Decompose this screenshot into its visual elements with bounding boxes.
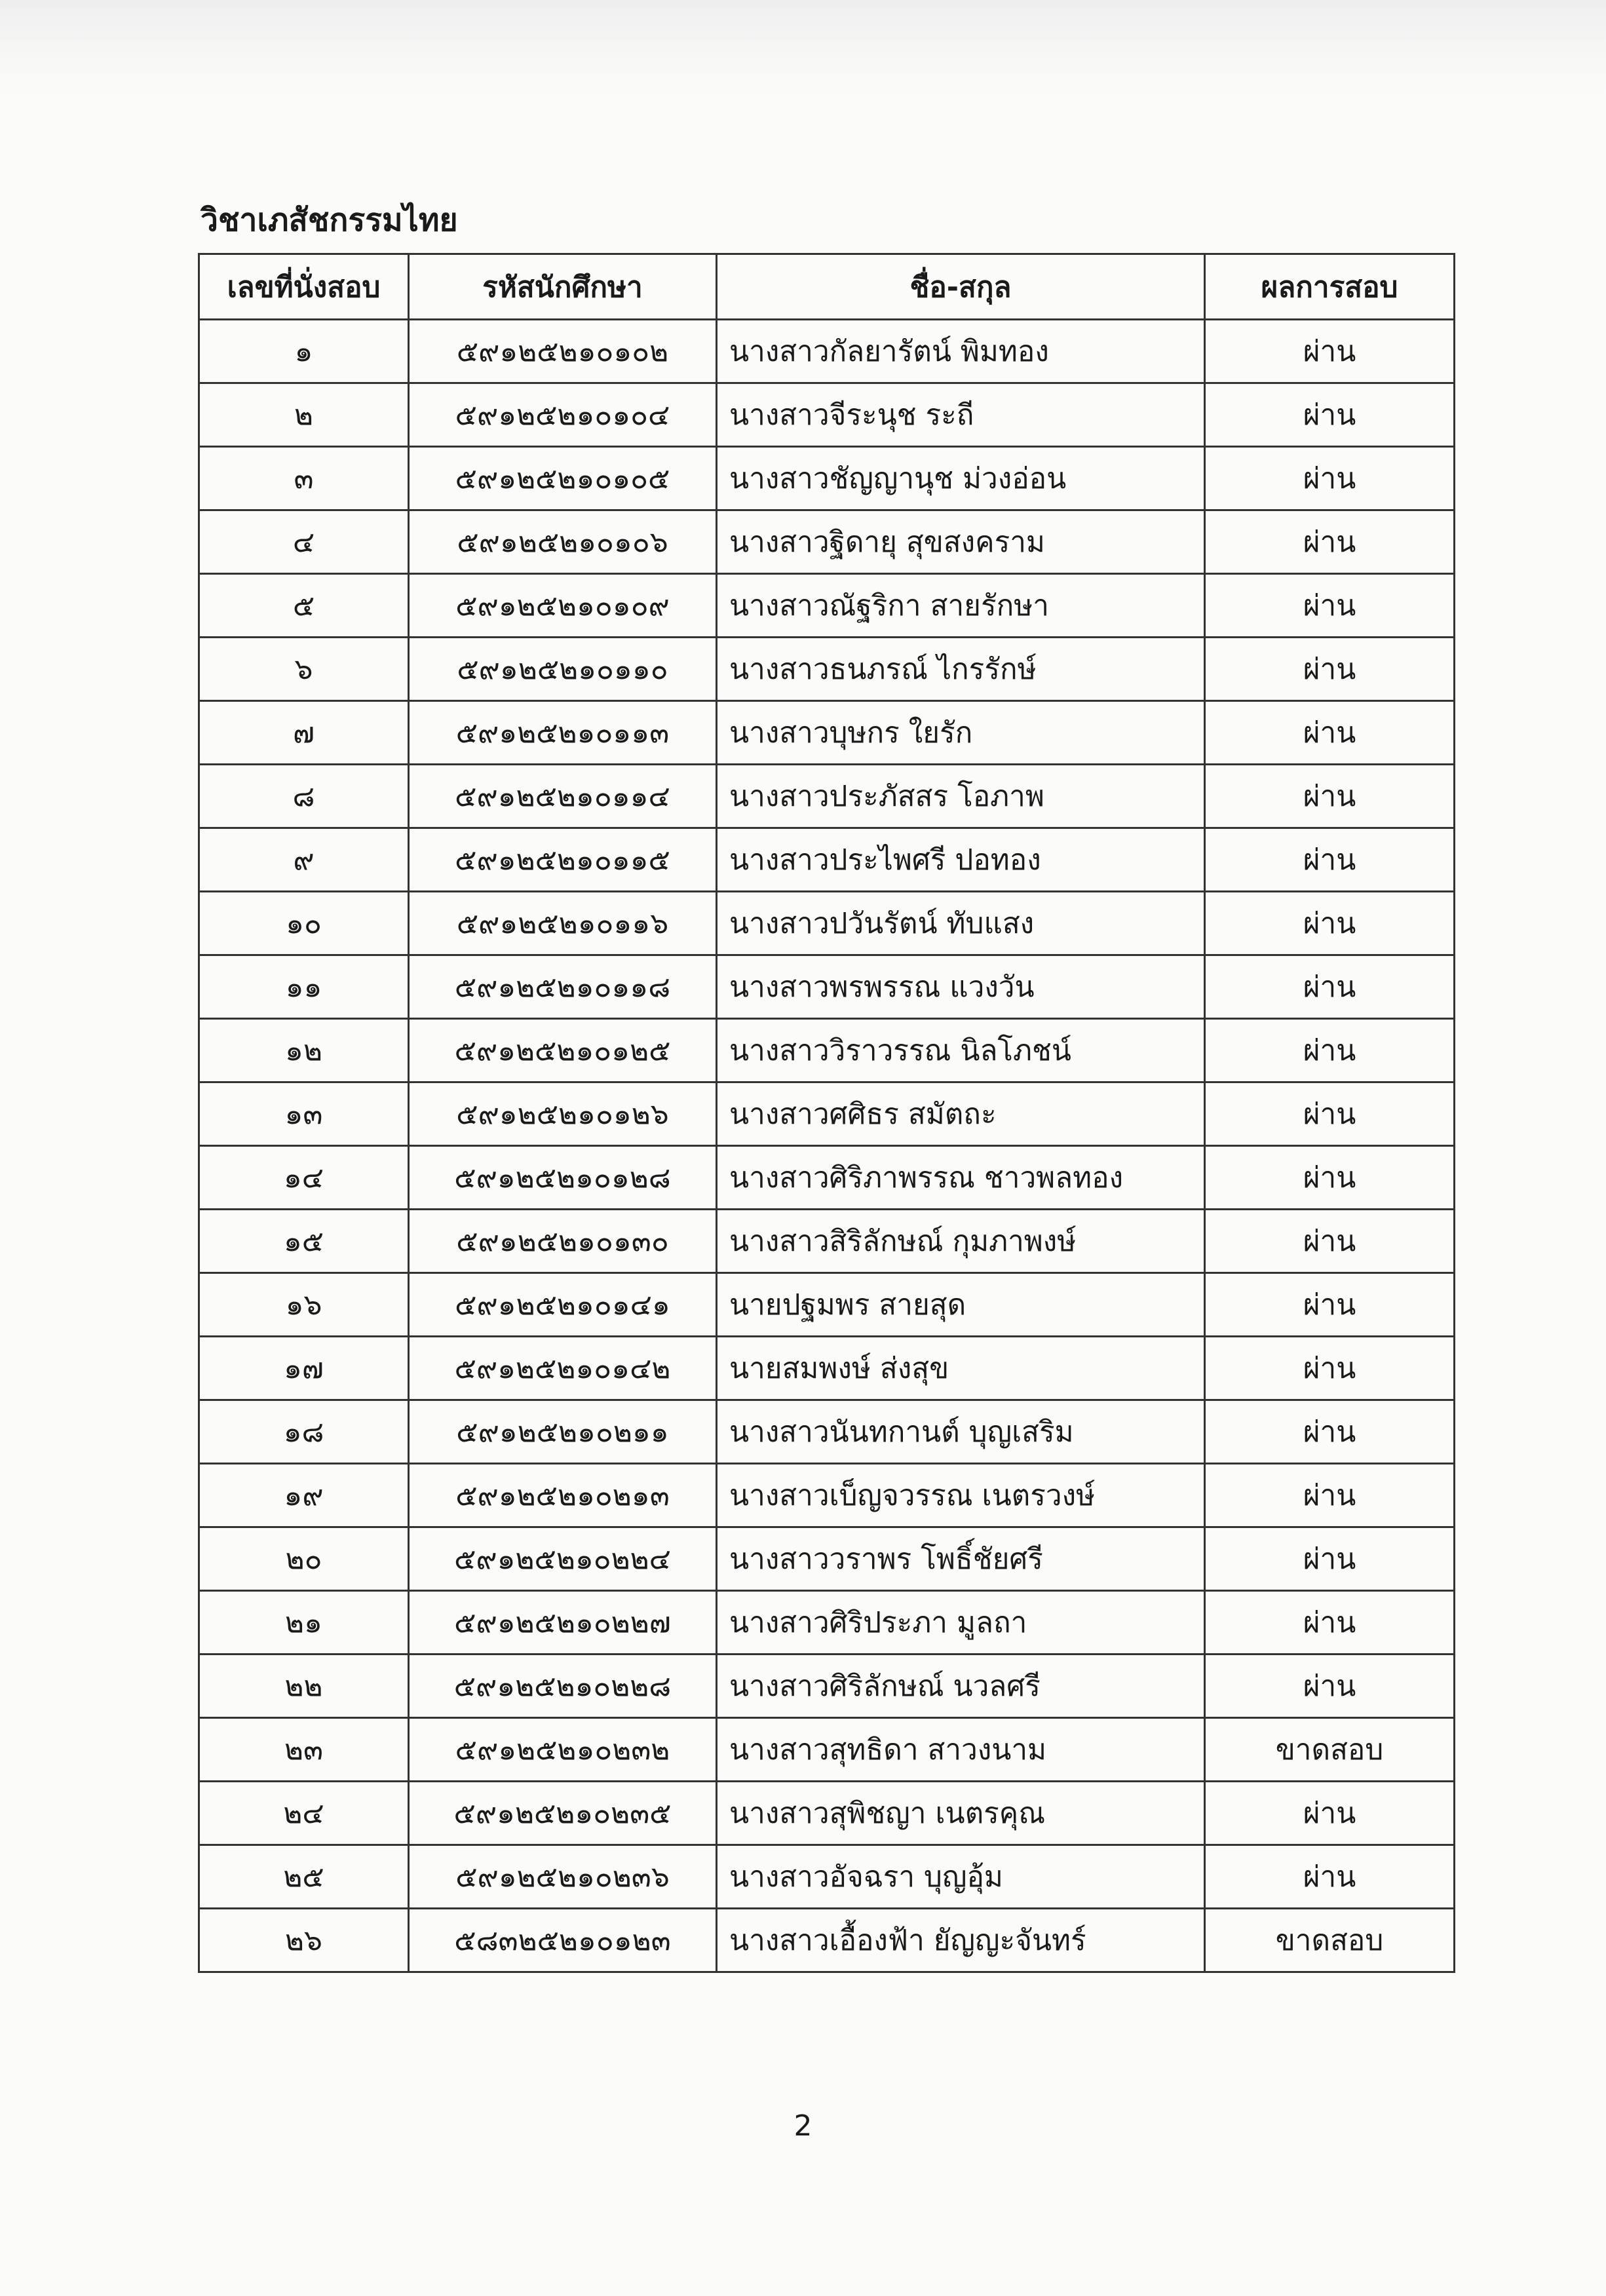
seat-number-cell: ๗ [199,701,409,765]
student-id-cell: ๕๙๑๒๕๒๑๐๑๑๖ [409,892,717,955]
student-id-cell: ๕๙๑๒๕๒๑๐๑๑๔ [409,765,717,828]
student-id-cell: ๕๙๑๒๕๒๑๐๑๑๐ [409,638,717,701]
exam-result-cell: ผ่าน [1205,1655,1455,1718]
table-row [199,510,1455,574]
seat-number-cell: ๒๓ [199,1718,409,1782]
table-row [199,1845,1455,1909]
seat-number-cell: ๓ [199,447,409,510]
table-row [199,1210,1455,1273]
student-name-cell: นางสาววิราวรรณ นิลโภชน์ [717,1019,1205,1082]
exam-result-cell: ผ่าน [1205,1210,1455,1273]
table-body [199,320,1455,1972]
exam-result-cell: ผ่าน [1205,383,1455,447]
table-row [199,892,1455,955]
table-row [199,1909,1455,1972]
seat-number-cell: ๑๐ [199,892,409,955]
table-row [199,638,1455,701]
header-full-name: ชื่อ-สกุล [717,254,1205,320]
student-id-cell: ๕๙๑๒๕๒๑๐๒๒๗ [409,1591,717,1655]
student-id-cell: ๕๙๑๒๕๒๑๐๑๔๒ [409,1337,717,1400]
seat-number-cell: ๑๔ [199,1146,409,1210]
student-id-cell: ๕๙๑๒๕๒๑๐๒๓๖ [409,1845,717,1909]
exam-result-cell: ผ่าน [1205,828,1455,892]
exam-result-cell: ผ่าน [1205,320,1455,383]
exam-result-cell: ขาดสอบ [1205,1909,1455,1972]
table-row [199,1082,1455,1146]
student-name-cell: นางสาวศิริลักษณ์ นวลศรี [717,1655,1205,1718]
table-row [199,1782,1455,1845]
table-row [199,1337,1455,1400]
exam-result-cell: ผ่าน [1205,447,1455,510]
exam-result-cell: ผ่าน [1205,1337,1455,1400]
seat-number-cell: ๘ [199,765,409,828]
table-row [199,320,1455,383]
table-row [199,1591,1455,1655]
header-exam-result: ผลการสอบ [1205,254,1455,320]
student-id-cell: ๕๙๑๒๕๒๑๐๑๐๖ [409,510,717,574]
table-row [199,828,1455,892]
table-row [199,1718,1455,1782]
seat-number-cell: ๒๖ [199,1909,409,1972]
header-student-id: รหัสนักศึกษา [409,254,717,320]
seat-number-cell: ๔ [199,510,409,574]
seat-number-cell: ๖ [199,638,409,701]
student-id-cell: ๕๙๑๒๕๒๑๐๒๓๕ [409,1782,717,1845]
student-id-cell: ๕๙๑๒๕๒๑๐๑๐๔ [409,383,717,447]
exam-result-cell: ผ่าน [1205,1845,1455,1909]
student-name-cell: นางสาวศิริประภา มูลถา [717,1591,1205,1655]
seat-number-cell: ๕ [199,574,409,638]
student-id-cell: ๕๙๑๒๕๒๑๐๒๒๘ [409,1655,717,1718]
student-id-cell: ๕๙๑๒๕๒๑๐๑๓๐ [409,1210,717,1273]
exam-result-cell: ผ่าน [1205,1082,1455,1146]
student-id-cell: ๕๘๓๒๕๒๑๐๑๒๓ [409,1909,717,1972]
student-id-cell: ๕๙๑๒๕๒๑๐๑๒๖ [409,1082,717,1146]
student-name-cell: นางสาวพรพรรณ แวงวัน [717,955,1205,1019]
table-row [199,765,1455,828]
seat-number-cell: ๙ [199,828,409,892]
seat-number-cell: ๑๘ [199,1400,409,1464]
table-row [199,383,1455,447]
student-id-cell: ๕๙๑๒๕๒๑๐๑๒๕ [409,1019,717,1082]
student-name-cell: นางสาวสุทธิดา สาวงนาม [717,1718,1205,1782]
header-seat-number: เลขที่นั่งสอบ [199,254,409,320]
table-row [199,1400,1455,1464]
student-name-cell: นางสาวกัลยารัตน์ พิมทอง [717,320,1205,383]
exam-result-cell: ผ่าน [1205,1146,1455,1210]
student-name-cell: นางสาวธนภรณ์ ไกรรักษ์ [717,638,1205,701]
student-name-cell: นางสาวประไพศรี ปอทอง [717,828,1205,892]
student-name-cell: นางสาววราพร โพธิ์ชัยศรี [717,1527,1205,1591]
scan-edge-shadow [0,0,1606,98]
student-id-cell: ๕๙๑๒๕๒๑๐๒๒๔ [409,1527,717,1591]
student-name-cell: นางสาวอัจฉรา บุญอุ้ม [717,1845,1205,1909]
exam-result-cell: ผ่าน [1205,1782,1455,1845]
student-name-cell: นางสาวฐิดายุ สุขสงคราม [717,510,1205,574]
exam-result-cell: ผ่าน [1205,955,1455,1019]
table-row [199,1273,1455,1337]
seat-number-cell: ๑๙ [199,1464,409,1527]
seat-number-cell: ๑ [199,320,409,383]
exam-result-cell: ผ่าน [1205,1273,1455,1337]
exam-result-cell: ผ่าน [1205,765,1455,828]
student-id-cell: ๕๙๑๒๕๒๑๐๑๑๓ [409,701,717,765]
student-name-cell: นางสาวเอื้องฟ้า ยัญญะจันทร์ [717,1909,1205,1972]
student-id-cell: ๕๙๑๒๕๒๑๐๒๑๓ [409,1464,717,1527]
exam-result-cell: ผ่าน [1205,1019,1455,1082]
student-name-cell: นางสาวบุษกร ใยรัก [717,701,1205,765]
student-name-cell: นางสาวประภัสสร โอภาพ [717,765,1205,828]
page-title: วิชาเภสัชกรรมไทย [201,202,458,239]
table-header [199,254,1455,320]
student-name-cell: นางสาวนันทกานต์ บุญเสริม [717,1400,1205,1464]
student-name-cell: นางสาวณัฐริกา สายรักษา [717,574,1205,638]
seat-number-cell: ๒๒ [199,1655,409,1718]
student-name-cell: นางสาวศิริภาพรรณ ชาวพลทอง [717,1146,1205,1210]
table-row [199,1019,1455,1082]
table-row [199,1464,1455,1527]
seat-number-cell: ๑๒ [199,1019,409,1082]
seat-number-cell: ๒๔ [199,1782,409,1845]
student-name-cell: นางสาวชัญญานุช ม่วงอ่อน [717,447,1205,510]
student-id-cell: ๕๙๑๒๕๒๑๐๑๔๑ [409,1273,717,1337]
seat-number-cell: ๑๓ [199,1082,409,1146]
exam-result-cell: ผ่าน [1205,1591,1455,1655]
seat-number-cell: ๑๑ [199,955,409,1019]
exam-result-cell: ผ่าน [1205,892,1455,955]
seat-number-cell: ๑๗ [199,1337,409,1400]
student-name-cell: นางสาวสุพิชญา เนตรคุณ [717,1782,1205,1845]
table-row [199,447,1455,510]
exam-result-cell: ผ่าน [1205,1527,1455,1591]
student-id-cell: ๕๙๑๒๕๒๑๐๑๐๙ [409,574,717,638]
seat-number-cell: ๑๖ [199,1273,409,1337]
table-row [199,701,1455,765]
student-name-cell: นางสาวศศิธร สมัตถะ [717,1082,1205,1146]
table-row [199,1527,1455,1591]
student-name-cell: นายปฐมพร สายสุด [717,1273,1205,1337]
seat-number-cell: ๑๕ [199,1210,409,1273]
table-row [199,574,1455,638]
seat-number-cell: ๒๕ [199,1845,409,1909]
student-id-cell: ๕๙๑๒๕๒๑๐๑๑๕ [409,828,717,892]
student-id-cell: ๕๙๑๒๕๒๑๐๒๓๒ [409,1718,717,1782]
student-id-cell: ๕๙๑๒๕๒๑๐๑๒๘ [409,1146,717,1210]
student-id-cell: ๕๙๑๒๕๒๑๐๑๐๒ [409,320,717,383]
page-number: 2 [793,2109,813,2143]
exam-result-cell: ผ่าน [1205,1400,1455,1464]
student-name-cell: นางสาวสิริลักษณ์ กุมภาพงษ์ [717,1210,1205,1273]
seat-number-cell: ๒๐ [199,1527,409,1591]
student-name-cell: นางสาวเบ็ญจวรรณ เนตรวงษ์ [717,1464,1205,1527]
exam-result-cell: ผ่าน [1205,510,1455,574]
student-id-cell: ๕๙๑๒๕๒๑๐๒๑๑ [409,1400,717,1464]
student-name-cell: นางสาวปวันรัตน์ ทับแสง [717,892,1205,955]
exam-result-cell: ผ่าน [1205,1464,1455,1527]
student-name-cell: นางสาวจีระนุช ระถี [717,383,1205,447]
seat-number-cell: ๒ [199,383,409,447]
student-name-cell: นายสมพงษ์ ส่งสุข [717,1337,1205,1400]
exam-result-cell: ขาดสอบ [1205,1718,1455,1782]
student-id-cell: ๕๙๑๒๕๒๑๐๑๐๕ [409,447,717,510]
table-header-row [199,254,1455,320]
exam-result-cell: ผ่าน [1205,574,1455,638]
seat-number-cell: ๒๑ [199,1591,409,1655]
exam-result-cell: ผ่าน [1205,638,1455,701]
exam-result-cell: ผ่าน [1205,701,1455,765]
student-id-cell: ๕๙๑๒๕๒๑๐๑๑๘ [409,955,717,1019]
table-row [199,1146,1455,1210]
table-row [199,955,1455,1019]
results-table [198,253,1455,1973]
table-row [199,1655,1455,1718]
